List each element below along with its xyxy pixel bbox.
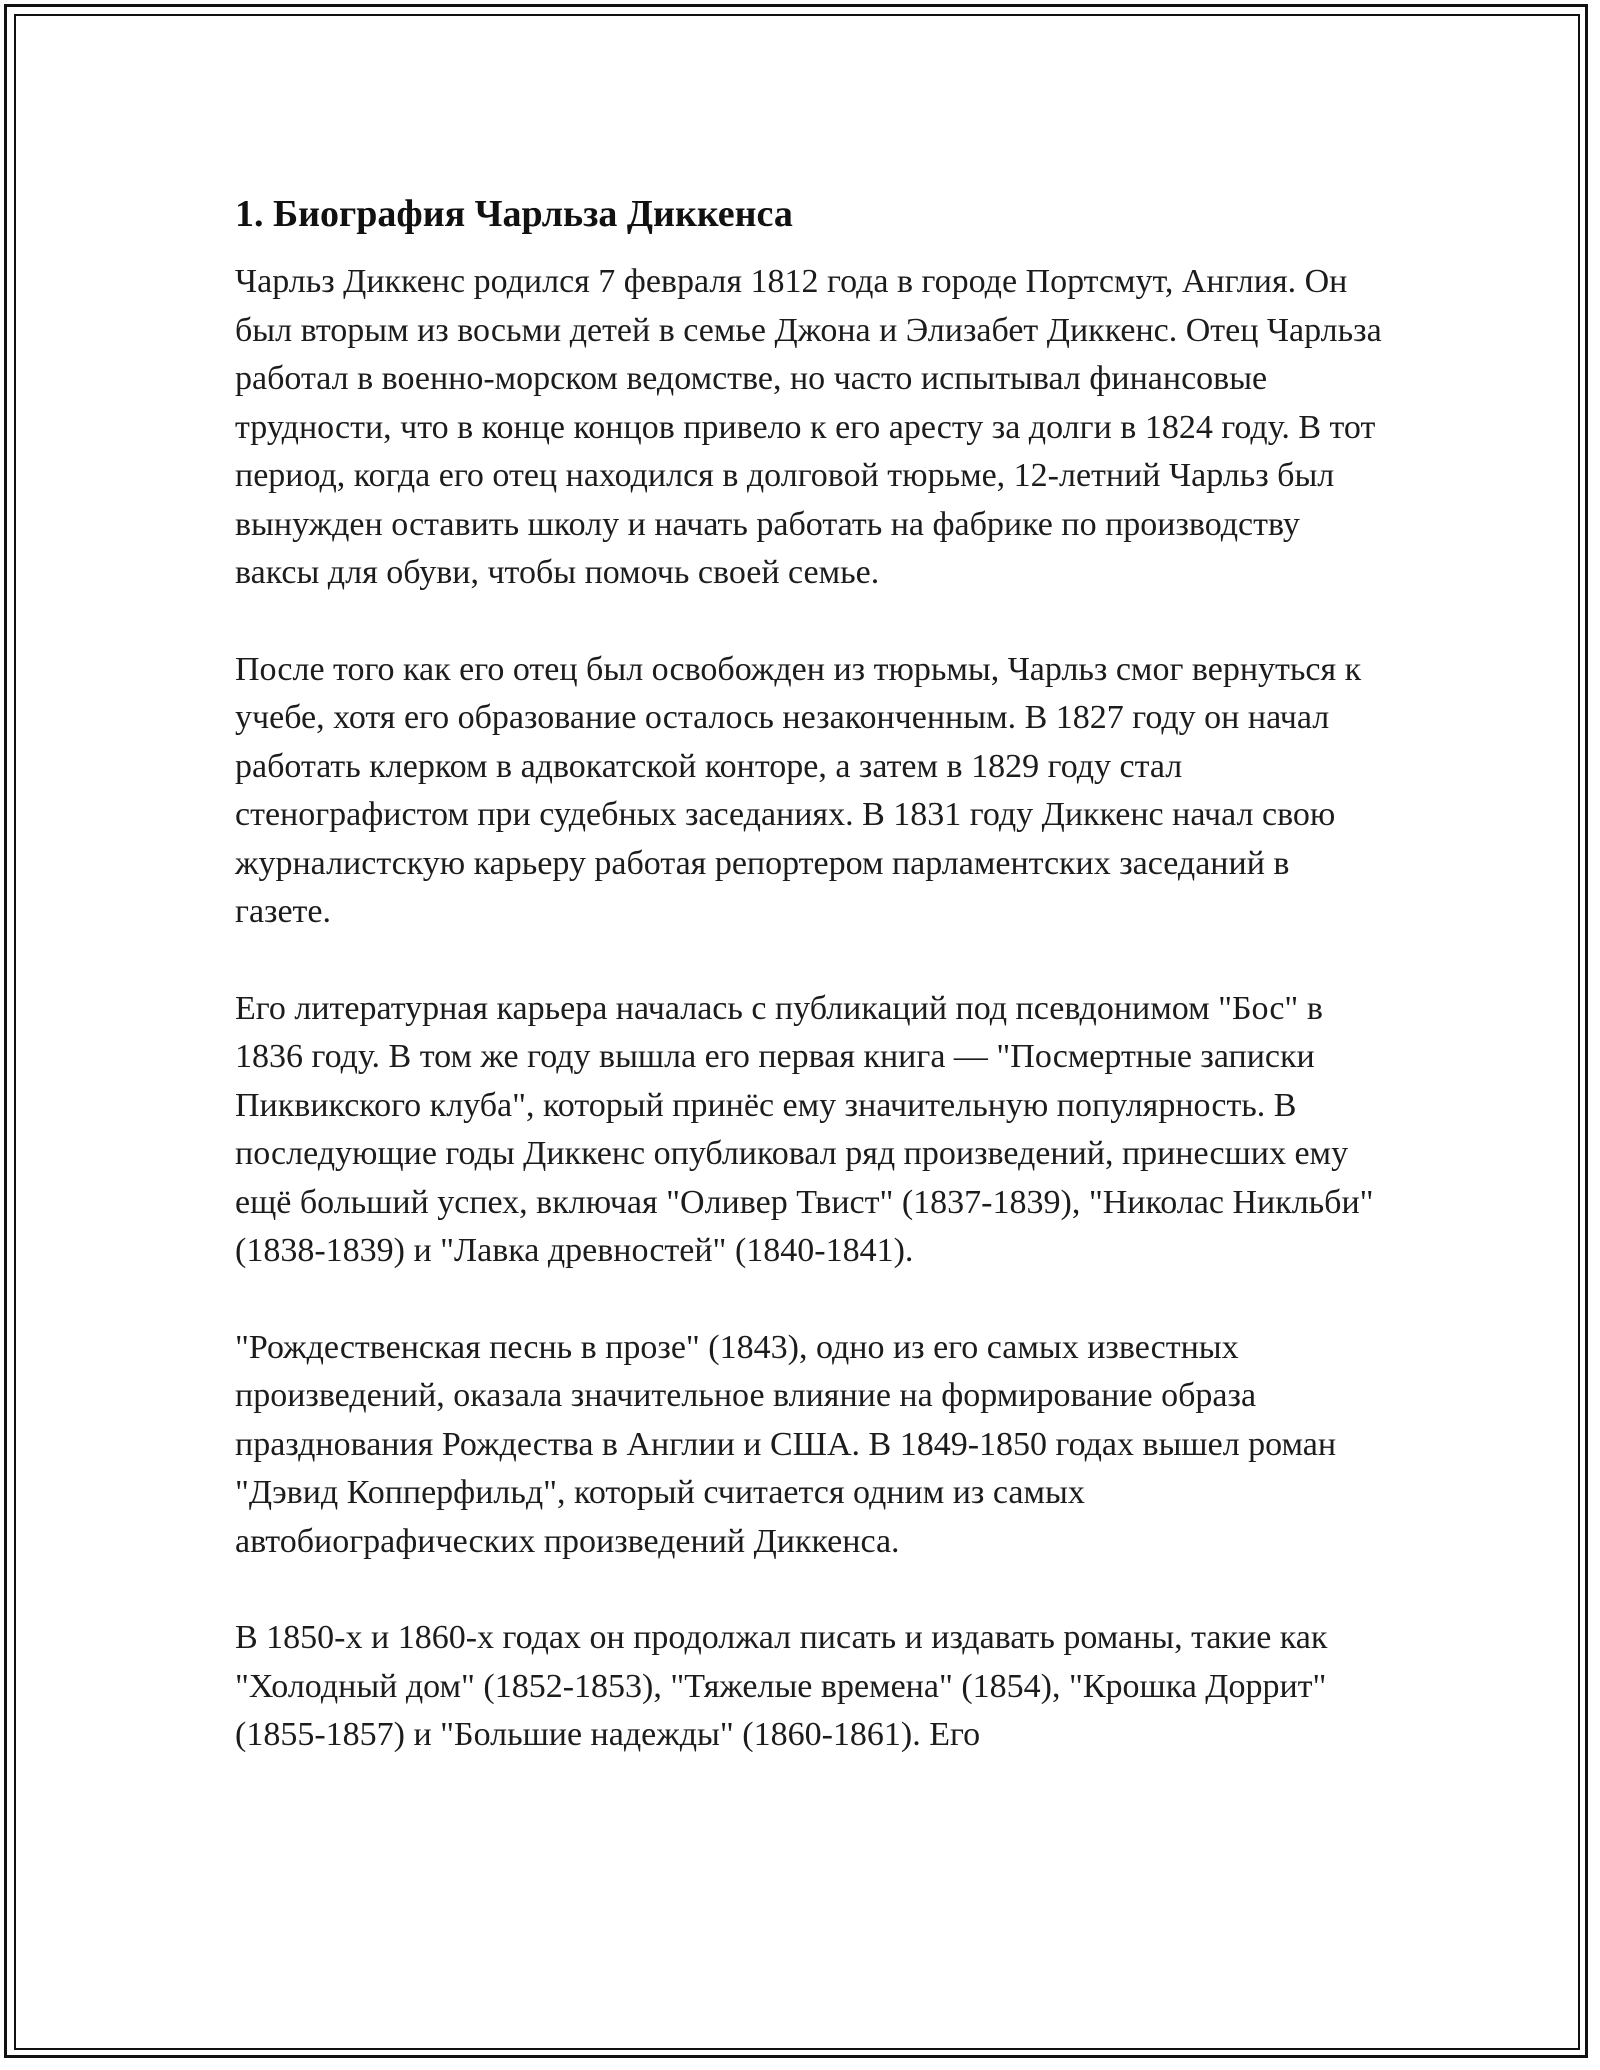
- section-heading: 1. Биография Чарльза Диккенса: [235, 193, 793, 235]
- paragraph-5: В 1850-х и 1860-х годах он продолжал писать и издавать романы, такие как "Холодный дом" (1852-1853), "Тяжелые времена" (1854), "Крошка Доррит" (1855-1857) и "Большие надежды" (1860-1861). Его: [235, 1619, 1328, 1753]
- paragraph-2: После того как его отец был освобожден из тюрьмы, Чарльз смог вернуться к учебе, хотя его образование осталось незаконченным. В 1827 году он начал работать клерком в адвокатской конторе, а затем в 1829 году стал стенографистом при судебных заседаниях. В 1831 году Диккенс начал свою журналистскую карьеру работая репортером парламентских заседаний в газете.: [235, 650, 1362, 930]
- paragraph-3: Его литературная карьера началась с публикаций под псевдонимом "Бос" в 1836 году. В том же году вышла его первая книга — "Посмертные записки Пиквикского клуба", который принёс ему значительную популярность. В последующие годы Диккенс опубликовал ряд произведений, принесших ему ещё больший успех, включая "Оливер Твист" (1837-1839), "Николас Никльби" (1838-1839) и "Лавка древностей" (1840-1841).: [235, 989, 1374, 1269]
- paragraph-1: Чарльз Диккенс родился 7 февраля 1812 года в городе Портсмут, Англия. Он был вторым из восьми детей в семье Джона и Элизабет Диккенс. Отец Чарльза работал в военно-морском ведомстве, но часто испытывал финансовые трудности, что в конце концов привело к его аресту за долги в 1824 году. В тот период, когда его отец находился в долговой тюрьме, 12-летний Чарльз был вынужден оставить школу и начать работать на фабрике по производству ваксы для обуви, чтобы помочь своей семье.: [235, 263, 1382, 591]
- document-body: [235, 188, 1385, 1808]
- paragraph-4: "Рождественская песнь в прозе" (1843), одно из его самых известных произведений, оказала значительное влияние на формирование образа празднования Рождества в Англии и США. В 1849-1850 годах вышел роман "Дэвид Копперфильд", который считается одним из самых автобиографических произведений Диккенса.: [235, 1328, 1337, 1560]
